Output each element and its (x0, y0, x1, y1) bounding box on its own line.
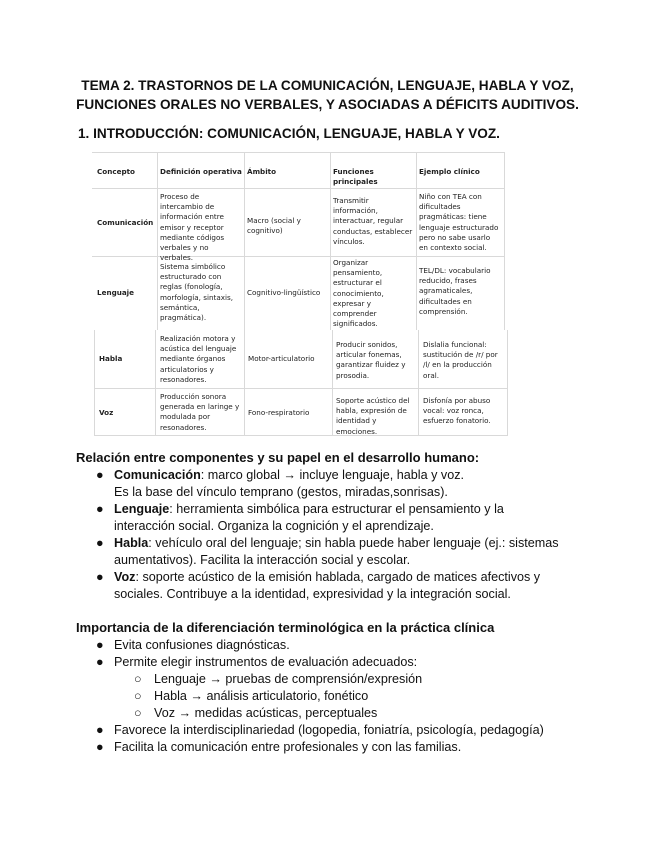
bullet-icon: ● (96, 655, 104, 669)
item-text: Favorece la interdisciplinariedad (logopedia, foniatría, psicología, pedagogía) (114, 723, 544, 737)
row-definicion-lenguaje: Sistema simbólico estructurado con reglas (fonología, morfología, sintaxis, semántica, pragmática). (160, 262, 234, 323)
row-concepto-voz: Voz (99, 408, 114, 417)
sub-item-text: Habla → análisis articulatorio, fonético (154, 689, 369, 703)
item-text: Evita confusiones diagnósticas. (114, 638, 290, 652)
bullet-icon: ● (96, 723, 104, 737)
item-text: Facilita la comunicación entre profesionales y con las familias. (114, 740, 462, 754)
title-line-1: TEMA 2. TRASTORNOS DE LA COMUNICACIÓN, LENGUAJE, HABLA Y VOZ, (81, 78, 574, 93)
row-definicion-habla: Realización motora y acústica del lenguaje mediante órganos articulatorios y resonadores. (160, 334, 237, 384)
row-ambito-lenguaje: Cognitivo-lingüístico (247, 288, 321, 297)
bullet-icon: ● (96, 638, 104, 652)
hollow-bullet-icon: ○ (134, 689, 142, 703)
table-border (507, 330, 508, 436)
row-funciones-lenguaje: Organizar pensamiento, estructurar el conocimiento, expresar y comprender significados. (333, 258, 384, 329)
row-funciones-comunicacion: Transmitir información, interactuar, regular conductas, establecer vínculos. (333, 196, 413, 246)
table-border (504, 152, 505, 330)
bullet-icon: ● (96, 468, 104, 482)
table-border (92, 152, 505, 153)
table-col-rule (157, 152, 158, 330)
row-ejemplo-lenguaje: TEL/DL: vocabulario reducido, frases agramaticales, dificultades en comprensión. (419, 266, 491, 316)
sublist-item (76, 671, 616, 688)
item-text-cont: sociales. Contribuye a la identidad, expresividad y la integración social. (114, 587, 511, 601)
sublist-item (76, 705, 616, 722)
table-col-rule (244, 152, 245, 330)
row-ejemplo-voz: Disfonía por abuso vocal: voz ronca, esfuerzo fonatorio. (423, 396, 491, 426)
item-text-cont: interacción social. Organiza la cognición y el aprendizaje. (114, 519, 434, 533)
term-voz: Voz (114, 570, 136, 584)
table-col-rule (418, 330, 419, 436)
table-header-concepto: Concepto (97, 167, 135, 176)
list-item (76, 654, 616, 671)
list-item (76, 637, 616, 654)
table-rule (94, 388, 508, 389)
table-header-ambito: Ámbito (247, 167, 277, 176)
row-concepto-lenguaje: Lenguaje (97, 288, 135, 297)
table-border (94, 330, 95, 436)
table-col-rule (155, 330, 156, 436)
bullet-icon: ● (96, 502, 104, 516)
item-text: : soporte acústico de la emisión hablada, cargado de matices afectivos y (135, 570, 541, 584)
bullet-icon: ● (96, 740, 104, 754)
row-ambito-comunicacion: Macro (social y cognitivo) (247, 216, 301, 236)
hollow-bullet-icon: ○ (134, 706, 142, 720)
comparison-table-top (92, 152, 505, 330)
table-rule (92, 256, 505, 257)
list-item (76, 739, 636, 756)
row-concepto-comunicacion: Comunicación (97, 218, 154, 227)
comparison-table-bottom (94, 330, 508, 436)
section-heading-introduccion: 1. INTRODUCCIÓN: COMUNICACIÓN, LENGUAJE, HABLA Y VOZ. (78, 126, 500, 141)
list-item (76, 501, 616, 535)
row-definicion-voz: Producción sonora generada en laringe y modulada por resonadores. (160, 392, 240, 432)
sublist-item (76, 688, 616, 705)
item-text: : vehículo oral del lenguaje; sin habla puede haber lenguaje (ej.: sistemas (148, 536, 559, 550)
document-title (40, 76, 615, 114)
row-funciones-habla: Producir sonidos, articular fonemas, garantizar fluidez y prosodia. (336, 340, 406, 380)
heading-relacion: Relación entre componentes y su papel en el desarrollo humano: (76, 450, 480, 465)
list-item (76, 722, 636, 739)
row-ejemplo-habla: Dislalia funcional: sustitución de /r/ por /l/ en la producción oral. (423, 340, 498, 380)
bullet-icon: ● (96, 570, 104, 584)
item-text: : marco global → incluye lenguaje, habla y voz. (200, 468, 464, 482)
importancia-list (76, 637, 616, 671)
item-text: Permite elegir instrumentos de evaluación adecuados: (114, 655, 418, 669)
row-definicion-comunicacion: Proceso de intercambio de información entre emisor y receptor mediante códigos verbales y no verbales. (160, 192, 225, 263)
row-concepto-habla: Habla (99, 354, 123, 363)
bullet-icon: ● (96, 536, 104, 550)
term-habla: Habla (114, 536, 149, 550)
table-col-rule (244, 330, 245, 436)
table-rule (92, 188, 505, 189)
sub-item-text: Lenguaje → pruebas de comprensión/expresión (154, 672, 423, 686)
hollow-bullet-icon: ○ (134, 672, 142, 686)
table-border (94, 435, 508, 436)
row-ejemplo-comunicacion: Niño con TEA con dificultades pragmáticas: tiene lenguaje estructurado pero no sabe usarlo en contexto social. (419, 192, 499, 253)
heading-importancia: Importancia de la diferenciación terminológica en la práctica clínica (76, 620, 495, 635)
importancia-sublist (76, 671, 616, 722)
list-item (76, 569, 616, 603)
item-text: : herramienta simbólica para estructurar el pensamiento y la (169, 502, 504, 516)
table-col-rule (332, 330, 333, 436)
table-header-ejemplo: Ejemplo clínico (419, 167, 480, 176)
list-item (76, 535, 616, 569)
list-item (76, 467, 616, 501)
row-funciones-voz: Soporte acústico del habla, expresión de identidad y emociones. (336, 396, 410, 436)
importancia-list-cont (76, 722, 636, 756)
item-text-cont: aumentativos). Facilita la interacción social y escolar. (114, 553, 411, 567)
table-header-funciones: Funciones principales (333, 167, 378, 187)
row-ambito-habla: Motor-articulatorio (248, 354, 315, 363)
term-comunicacion: Comunicación (114, 468, 201, 482)
table-col-rule (330, 152, 331, 330)
sub-item-text: Voz → medidas acústicas, perceptuales (154, 706, 378, 720)
term-lenguaje: Lenguaje (114, 502, 170, 516)
table-header-definicion: Definición operativa (160, 167, 242, 176)
relacion-list (76, 467, 616, 603)
row-ambito-voz: Fono-respiratorio (248, 408, 310, 417)
item-text-cont: Es la base del vínculo temprano (gestos, miradas,sonrisas). (114, 485, 448, 499)
title-line-2: FUNCIONES ORALES NO VERBALES, Y ASOCIADAS A DÉFICITS AUDITIVOS. (76, 97, 579, 112)
